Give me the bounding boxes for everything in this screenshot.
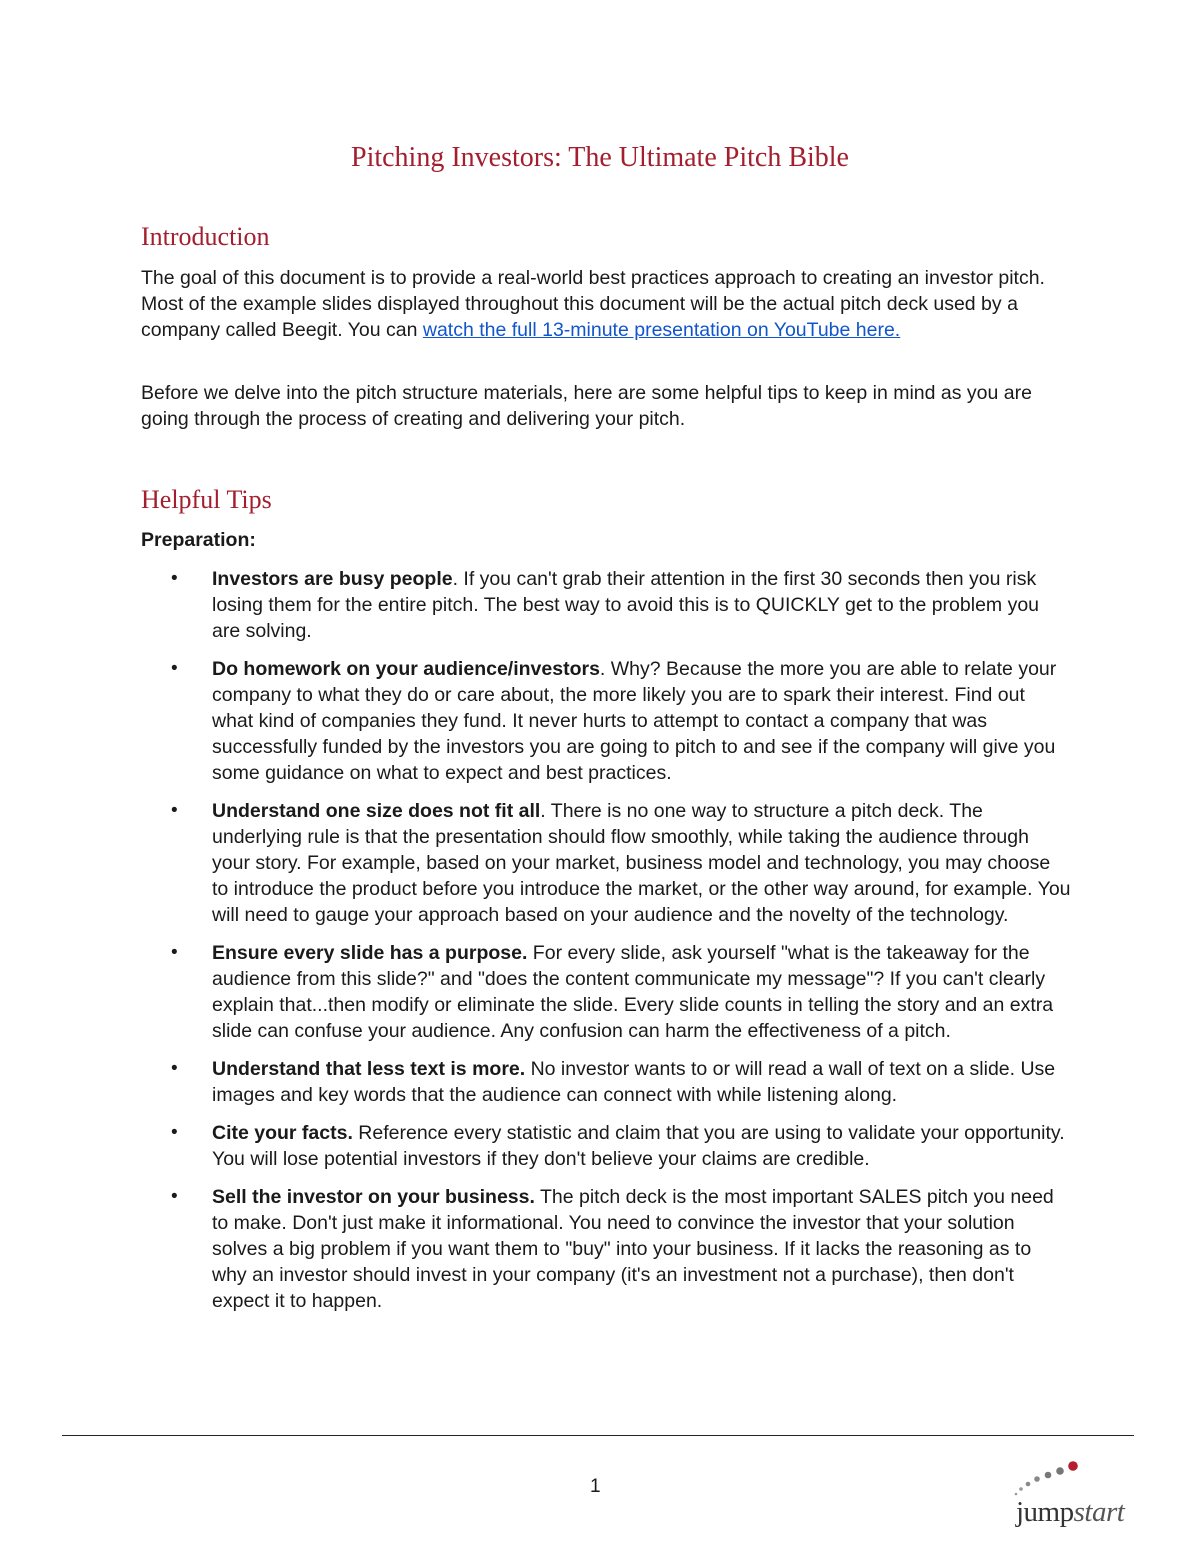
logo-text-start: start xyxy=(1073,1496,1125,1528)
helpful-tips-heading: Helpful Tips xyxy=(141,485,272,514)
tip-text: Reference every statistic and claim that you are using to validate your opportunity. You will lose potential investors if they don't believe your claims are credible. xyxy=(212,1122,1065,1170)
jumpstart-logo xyxy=(1008,1452,1138,1532)
tip-text: For every slide, ask yourself "what is the takeaway for the audience from this slide?" and "does the content communicate my message"? If you can't clearly explain that...then modify or eliminate the slide. Every slide counts in telling the story and an extra slide can confuse your audience. Any confusion can harm the effectiveness of a pitch. xyxy=(212,942,1054,1042)
bullet-icon: • xyxy=(171,942,178,963)
footer-divider xyxy=(62,1435,1134,1436)
bullet-icon: • xyxy=(171,568,178,589)
tips-list xyxy=(141,566,1071,1326)
intro-paragraph-1 xyxy=(141,265,1061,343)
logo-text-jump: jump xyxy=(1016,1496,1074,1528)
tip-title: Ensure every slide has a purpose. xyxy=(212,942,528,964)
bullet-icon: • xyxy=(171,1122,178,1143)
logo-wordmark xyxy=(1016,1496,1124,1529)
bullet-icon: • xyxy=(171,1058,178,1079)
tip-title: Cite your facts. xyxy=(212,1122,353,1144)
tip-text: The pitch deck is the most important SALES pitch you need to make. Don't just make it informational. You need to convince the investor that your solution solves a big problem if you want them to "buy" into your business. If it lacks the reasoning as to why an investor should invest in your company (it's an investment not a purchase), then don't expect it to happen. xyxy=(212,1186,1054,1312)
list-item xyxy=(141,1056,1071,1108)
tip-title: Do homework on your audience/investors xyxy=(212,658,600,680)
bullet-icon: • xyxy=(171,800,178,821)
list-item xyxy=(141,940,1071,1044)
list-item xyxy=(141,656,1071,786)
list-item xyxy=(141,1120,1071,1172)
introduction-heading: Introduction xyxy=(141,222,270,251)
list-item xyxy=(141,1184,1071,1314)
tip-title: Understand that less text is more. xyxy=(212,1058,526,1080)
tip-text: . If you can't grab their attention in the first 30 seconds then you risk losing them for the entire pitch. The best way to avoid this is to QUICKLY get to the problem you are solving. xyxy=(212,568,1040,642)
intro-paragraph-2: Before we delve into the pitch structure materials, here are some helpful tips to keep in mind as you are going through the process of creating and delivering your pitch. xyxy=(141,382,1032,430)
intro-paragraph-1-text: The goal of this document is to provide a real-world best practices approach to creating an investor pitch. Most of the example slides displayed throughout this document will be the actual pitch deck used by a company called Beegit. You can xyxy=(141,267,1045,341)
list-item xyxy=(141,798,1071,928)
tip-title: Understand one size does not fit all xyxy=(212,800,541,822)
tip-text: . There is no one way to structure a pitch deck. The underlying rule is that the presentation should flow smoothly, while taking the audience through your story. For example, based on your market, business model and technology, you may choose to introduce the product before you introduce the market, or the other way around, for example. You will need to gauge your approach based on your audience and the novelty of the technology. xyxy=(212,800,1071,926)
list-item xyxy=(141,566,1071,644)
page-title: Pitching Investors: The Ultimate Pitch Bible xyxy=(351,142,849,173)
logo-dots-icon xyxy=(1008,1452,1138,1500)
tip-text: . Why? Because the more you are able to relate your company to what they do or care about, the more likely you are to spark their interest. Find out what kind of companies they fund. It never hurts to attempt to contact a company that was successfully funded by the investors you are going to pitch to and see if the company will give you some guidance on what to expect and best practices. xyxy=(212,658,1057,784)
bullet-icon: • xyxy=(171,1186,178,1207)
page-number: 1 xyxy=(590,1476,601,1497)
youtube-link[interactable]: watch the full 13-minute presentation on YouTube here. xyxy=(422,319,901,341)
tip-text: No investor wants to or will read a wall of text on a slide. Use images and key words that the audience can connect with while listening along. xyxy=(212,1058,1056,1106)
preparation-label: Preparation: xyxy=(141,529,256,551)
bullet-icon: • xyxy=(171,658,178,679)
tip-title: Sell the investor on your business. xyxy=(212,1186,535,1208)
tip-title: Investors are busy people xyxy=(212,568,453,590)
